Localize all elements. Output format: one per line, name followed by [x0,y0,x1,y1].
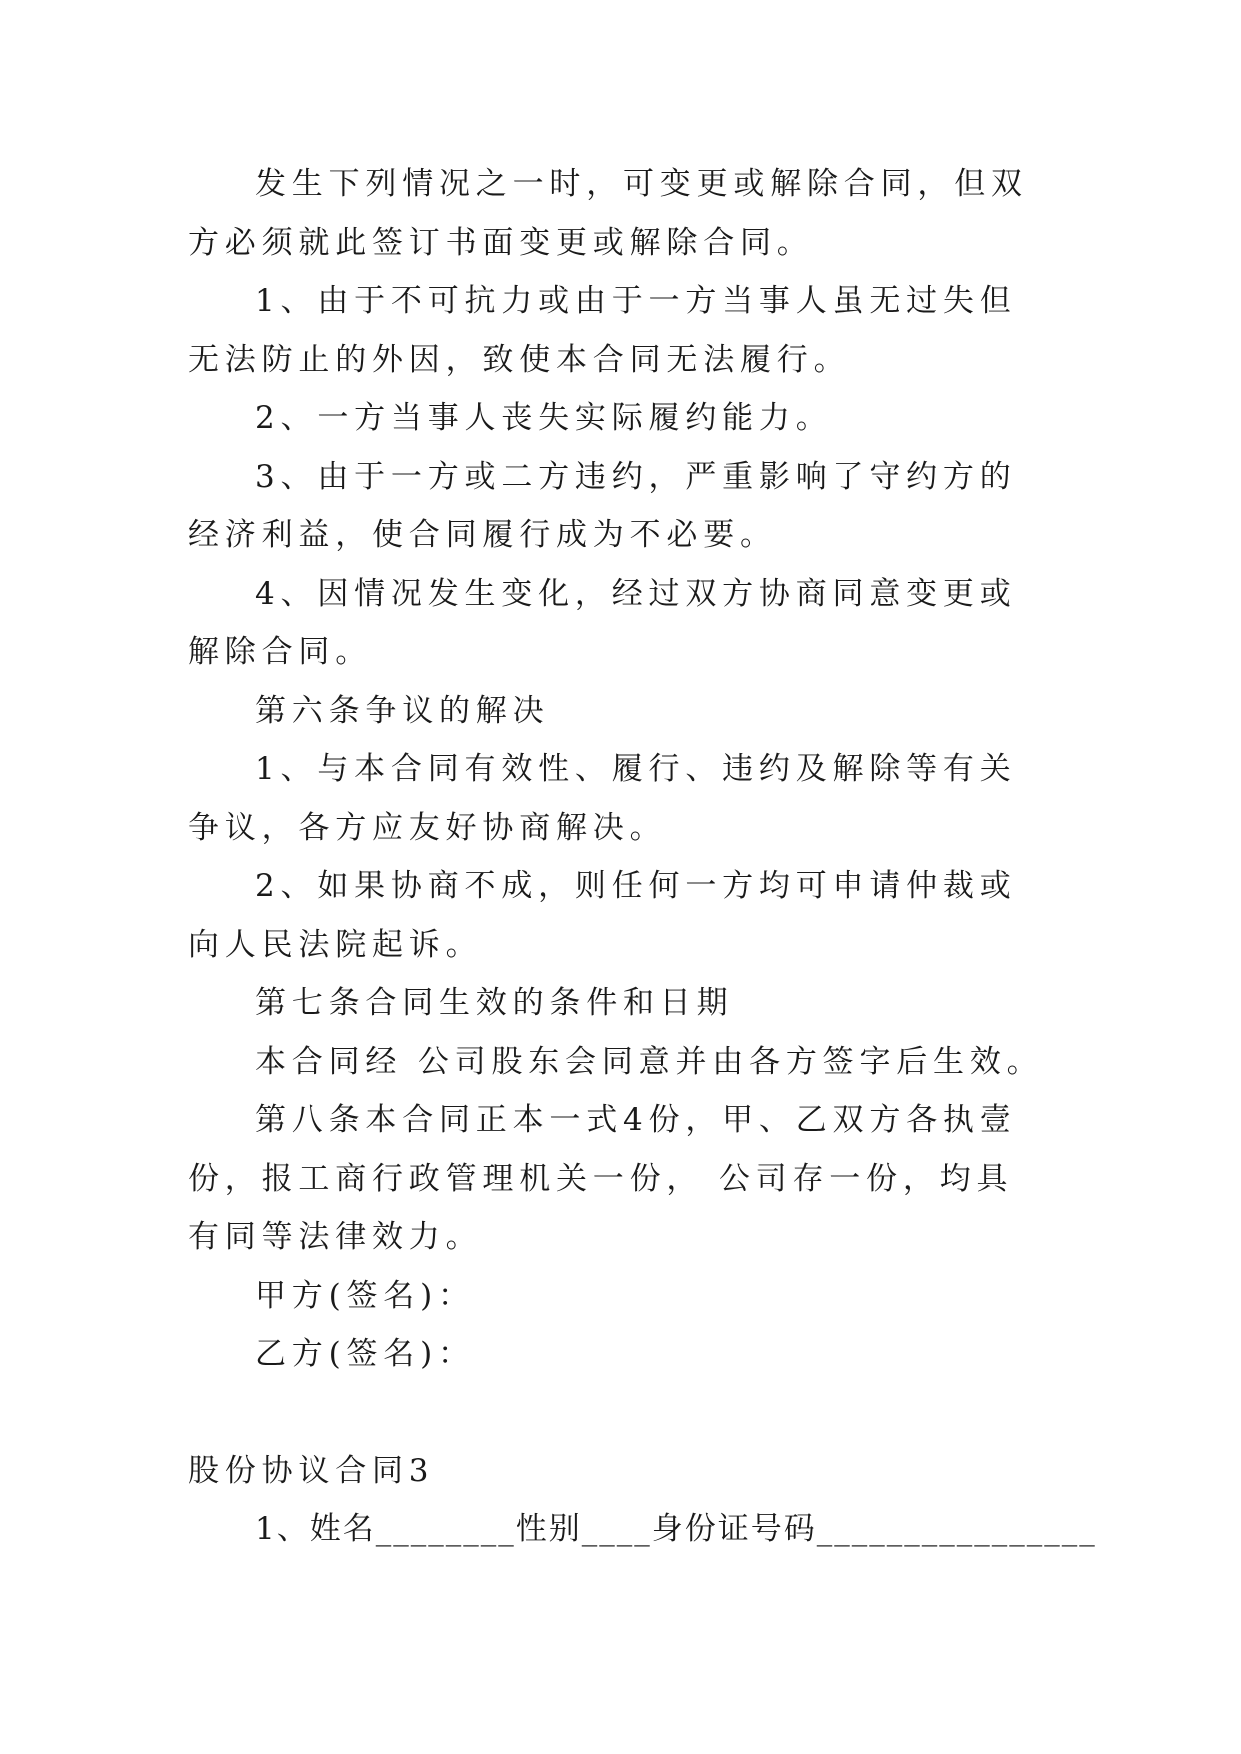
article-8-copies: 第八条本合同正本一式4份，甲、乙双方各执壹份，报工商行政管理机关一份， 公司存一份，均具有同等法律效力。 [188,1102,1017,1255]
paragraph-clause-4-change: 4、因情况发生变化，经过双方协商同意变更或解除合同。 [188,575,1017,670]
personal-info-form-line: 1、姓名________性别____身份证号码________________ [255,1511,1097,1547]
document-body [188,155,1097,1559]
section-title: 股份协议合同3 [188,1452,435,1489]
article-6-heading: 第六条争议的解决 [255,692,550,729]
paragraph-clause-2-capacity: 2、一方当事人丧失实际履约能力。 [255,400,833,436]
party-b-signature-line: 乙方(签名)： [255,1336,475,1372]
party-a-signature-line: 甲方(签名)： [255,1277,475,1314]
paragraph-dispute-2: 2、如果协商不成，则任何一方均可申请仲裁或向人民法院起诉。 [188,868,1017,963]
paragraph-effective-condition: 本合同经 公司股东会同意并由各方签字后生效。 [255,1043,1044,1080]
paragraph-change-termination-intro: 发生下列情况之一时，可变更或解除合同，但双方必须就此签订书面变更或解除合同。 [188,166,1028,261]
paragraph-clause-1-force-majeure: 1、由于不可抗力或由于一方当事人虽无过失但无法防止的外因，致使本合同无法履行。 [188,283,1017,378]
paragraph-clause-3-breach: 3、由于一方或二方违约，严重影响了守约方的经济利益，使合同履行成为不必要。 [188,458,1017,553]
section-spacer [188,1384,1048,1442]
paragraph-dispute-1: 1、与本合同有效性、履行、违约及解除等有关争议，各方应友好协商解决。 [188,751,1017,846]
article-7-heading: 第七条合同生效的条件和日期 [255,985,734,1021]
